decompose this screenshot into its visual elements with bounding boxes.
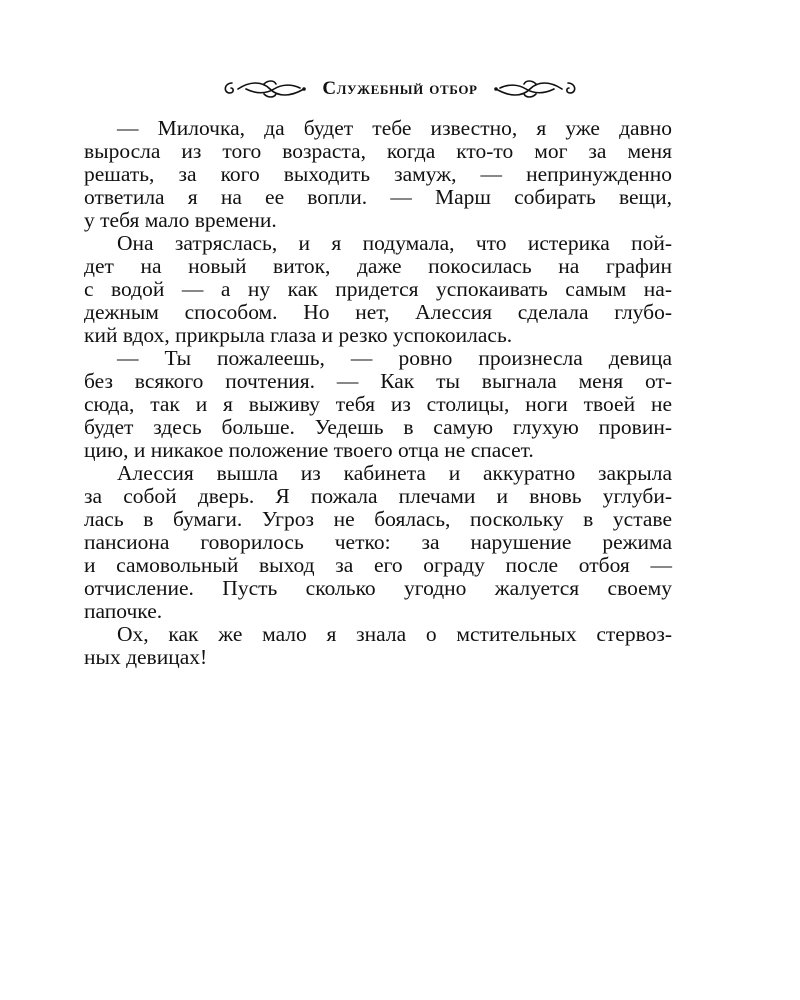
text-line: с водой — а ну как придется успокаивать самым на- xyxy=(84,277,672,301)
text-line: лась в бумаги. Угроз не боялась, поскольку в уставе xyxy=(84,507,672,531)
flourish-left-icon xyxy=(220,78,308,100)
text-line: Она затряслась, и я подумала, что истерика пой- xyxy=(117,231,672,255)
text-line: папочке. xyxy=(84,599,163,623)
text-line: — Милочка, да будет тебе известно, я уже давно xyxy=(117,116,672,140)
text-line: будет здесь больше. Уедешь в самую глухую провин- xyxy=(84,415,672,439)
text-line: дежным способом. Но нет, Алессия сделала глубо- xyxy=(84,300,672,324)
text-line: за собой дверь. Я пожала плечами и вновь углуби- xyxy=(84,484,672,508)
running-head xyxy=(0,76,800,102)
text-line: ных девицах! xyxy=(84,645,208,669)
text-line: — Ты пожалеешь, — ровно произнесла девица xyxy=(117,346,672,370)
body-text xyxy=(84,117,672,669)
text-line: выросла из того возраста, когда кто-то мог за меня xyxy=(84,139,672,163)
text-line: ответила я на ее вопли. — Марш собирать вещи, xyxy=(84,185,672,209)
text-line: отчисление. Пусть сколько угодно жалуется своему xyxy=(84,576,672,600)
text-line: сюда, так и я выживу тебя из столицы, ноги твоей не xyxy=(84,392,672,416)
text-line: решать, за кого выходить замуж, — непринужденно xyxy=(84,162,672,186)
text-line: у тебя мало времени. xyxy=(84,208,277,232)
text-line: дет на новый виток, даже покосилась на графин xyxy=(84,254,672,278)
text-line: цию, и никакое положение твоего отца не спасет. xyxy=(84,438,534,462)
text-line: Ох, как же мало я знала о мстительных стервоз- xyxy=(117,622,672,646)
text-line: и самовольный выход за его ограду после отбоя — xyxy=(84,553,672,577)
text-line: Алессия вышла из кабинета и аккуратно закрыла xyxy=(117,461,672,485)
text-line: пансиона говорилось четко: за нарушение режима xyxy=(84,530,672,554)
running-head-title: Служебный отбор xyxy=(322,78,478,99)
flourish-right-icon xyxy=(492,78,580,100)
text-line: без всякого почтения. — Как ты выгнала меня от- xyxy=(84,369,672,393)
text-line: кий вдох, прикрыла глаза и резко успокоилась. xyxy=(84,323,513,347)
